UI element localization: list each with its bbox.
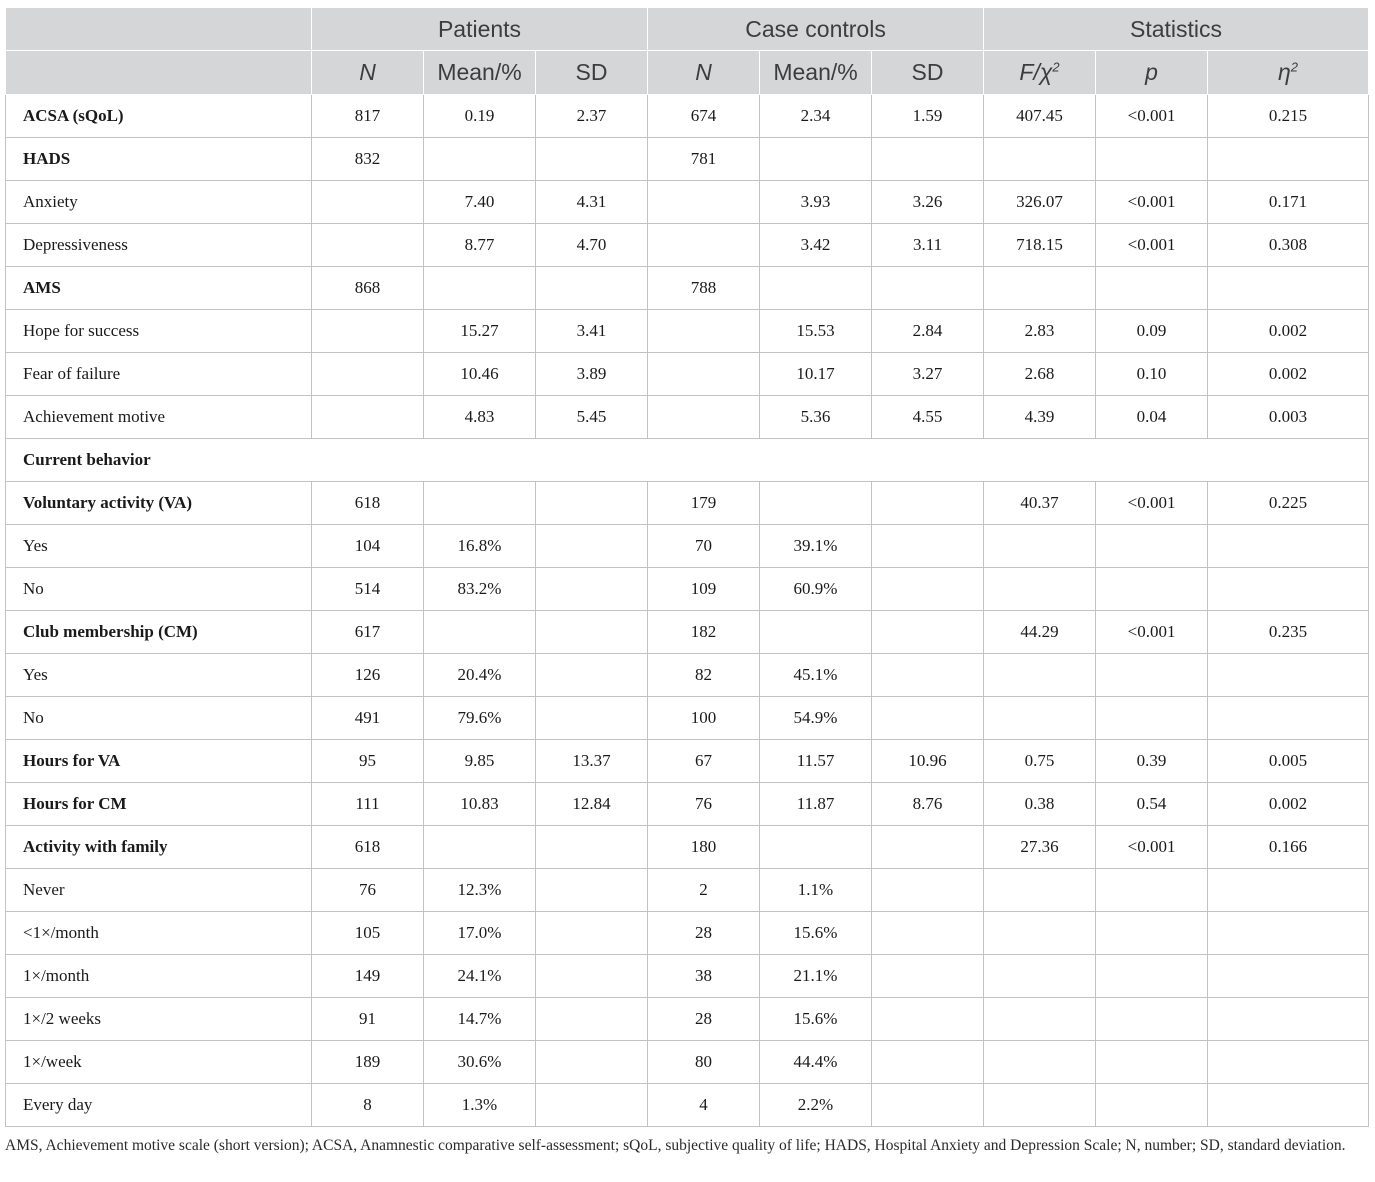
f-chi-cell: 718.15: [984, 224, 1096, 267]
p-value-cell: [1096, 1041, 1208, 1084]
controls-n-cell: 781: [648, 138, 760, 181]
p-value-cell: <0.001: [1096, 611, 1208, 654]
eta-squared-cell: [1208, 697, 1369, 740]
controls-n-cell: 28: [648, 998, 760, 1041]
controls-sd-cell: 3.11: [872, 224, 984, 267]
table-body: [6, 95, 1369, 1127]
controls-sd-cell: 3.27: [872, 353, 984, 396]
controls-mean-cell: [760, 267, 872, 310]
table-row: [6, 783, 1369, 826]
table-row: [6, 95, 1369, 138]
controls-n-cell: 2: [648, 869, 760, 912]
table-row: [6, 611, 1369, 654]
table-container: [5, 7, 1369, 1158]
eta-squared-cell: 0.002: [1208, 353, 1369, 396]
patients-mean-cell: 20.4%: [424, 654, 536, 697]
patients-mean-cell: 10.83: [424, 783, 536, 826]
row-label: Hours for VA: [6, 740, 312, 783]
row-label: Current behavior: [6, 439, 1369, 482]
controls-n-cell: 76: [648, 783, 760, 826]
controls-n-cell: 70: [648, 525, 760, 568]
controls-mean-cell: 44.4%: [760, 1041, 872, 1084]
eta-squared-cell: [1208, 998, 1369, 1041]
table-row: [6, 654, 1369, 697]
controls-mean-cell: 3.93: [760, 181, 872, 224]
f-chi-cell: [984, 998, 1096, 1041]
controls-n-cell: 4: [648, 1084, 760, 1127]
controls-n-cell: 674: [648, 95, 760, 138]
row-label: Depressiveness: [6, 224, 312, 267]
controls-n-cell: 182: [648, 611, 760, 654]
f-chi-cell: 2.68: [984, 353, 1096, 396]
patients-sd-cell: [536, 697, 648, 740]
f-chi-cell: 326.07: [984, 181, 1096, 224]
patients-n-cell: 189: [312, 1041, 424, 1084]
p-value-cell: <0.001: [1096, 826, 1208, 869]
patients-n-cell: 868: [312, 267, 424, 310]
p-value-cell: [1096, 568, 1208, 611]
patients-mean-cell: 14.7%: [424, 998, 536, 1041]
patients-mean-cell: 4.83: [424, 396, 536, 439]
eta-squared-cell: [1208, 568, 1369, 611]
f-chi-label: F/χ: [1019, 59, 1053, 85]
patients-sd-cell: [536, 482, 648, 525]
controls-n-cell: 100: [648, 697, 760, 740]
controls-mean-cell: 11.87: [760, 783, 872, 826]
patients-n-cell: 126: [312, 654, 424, 697]
controls-mean-header: Mean/%: [760, 51, 872, 95]
patients-n-cell: 76: [312, 869, 424, 912]
table-row: [6, 439, 1369, 482]
controls-n-cell: 80: [648, 1041, 760, 1084]
controls-n-cell: 179: [648, 482, 760, 525]
patients-sd-cell: 12.84: [536, 783, 648, 826]
p-value-cell: [1096, 955, 1208, 998]
f-chi-cell: 27.36: [984, 826, 1096, 869]
patients-sd-cell: 5.45: [536, 396, 648, 439]
table-row: [6, 353, 1369, 396]
f-chi-sup: 2: [1052, 59, 1060, 75]
controls-sd-cell: [872, 998, 984, 1041]
controls-n-cell: [648, 353, 760, 396]
table-row: [6, 396, 1369, 439]
controls-n-cell: [648, 396, 760, 439]
controls-mean-cell: 5.36: [760, 396, 872, 439]
eta-squared-cell: 0.225: [1208, 482, 1369, 525]
patients-n-cell: 8: [312, 1084, 424, 1127]
f-chi-cell: 4.39: [984, 396, 1096, 439]
f-chi-cell: [984, 912, 1096, 955]
patients-mean-cell: 15.27: [424, 310, 536, 353]
patients-n-header: N: [312, 51, 424, 95]
patients-n-cell: 491: [312, 697, 424, 740]
eta-squared-cell: [1208, 525, 1369, 568]
p-value-cell: [1096, 912, 1208, 955]
table-row: [6, 740, 1369, 783]
patients-n-cell: 111: [312, 783, 424, 826]
table-row: [6, 267, 1369, 310]
row-label: Hope for success: [6, 310, 312, 353]
table-row: [6, 568, 1369, 611]
patients-mean-cell: 16.8%: [424, 525, 536, 568]
patients-mean-cell: 0.19: [424, 95, 536, 138]
controls-mean-cell: 21.1%: [760, 955, 872, 998]
p-value-cell: <0.001: [1096, 482, 1208, 525]
eta-squared-cell: [1208, 1084, 1369, 1127]
statistics-header: Statistics: [984, 8, 1369, 51]
patients-mean-cell: [424, 482, 536, 525]
row-label: No: [6, 568, 312, 611]
patients-mean-cell: 79.6%: [424, 697, 536, 740]
table-row: [6, 1041, 1369, 1084]
controls-mean-cell: 11.57: [760, 740, 872, 783]
patients-mean-cell: [424, 826, 536, 869]
patients-sd-cell: [536, 1084, 648, 1127]
patients-mean-cell: 1.3%: [424, 1084, 536, 1127]
eta-header: [1208, 51, 1369, 95]
patients-mean-cell: 12.3%: [424, 869, 536, 912]
row-label: Club membership (CM): [6, 611, 312, 654]
f-chi-cell: 44.29: [984, 611, 1096, 654]
patients-n-cell: 95: [312, 740, 424, 783]
patients-sd-cell: [536, 869, 648, 912]
controls-n-header: N: [648, 51, 760, 95]
corner-cell-2: [6, 51, 312, 95]
eta-squared-cell: 0.003: [1208, 396, 1369, 439]
controls-mean-cell: 10.17: [760, 353, 872, 396]
row-label: 1×/2 weeks: [6, 998, 312, 1041]
eta-label: η: [1278, 59, 1291, 85]
patients-sd-cell: 3.41: [536, 310, 648, 353]
row-label: No: [6, 697, 312, 740]
patients-sd-cell: [536, 568, 648, 611]
controls-sd-cell: [872, 826, 984, 869]
eta-squared-cell: 0.005: [1208, 740, 1369, 783]
row-label: <1×/month: [6, 912, 312, 955]
sub-header-row: [6, 51, 1369, 95]
patients-n-cell: 618: [312, 482, 424, 525]
table-row: [6, 310, 1369, 353]
f-chi-cell: 2.83: [984, 310, 1096, 353]
controls-n-cell: [648, 224, 760, 267]
patients-mean-cell: 30.6%: [424, 1041, 536, 1084]
p-value-cell: [1096, 697, 1208, 740]
p-value-cell: [1096, 138, 1208, 181]
controls-sd-cell: [872, 654, 984, 697]
controls-sd-cell: 3.26: [872, 181, 984, 224]
eta-squared-cell: [1208, 267, 1369, 310]
row-label: Achievement motive: [6, 396, 312, 439]
p-value-cell: 0.10: [1096, 353, 1208, 396]
controls-n-cell: [648, 181, 760, 224]
patients-sd-header: SD: [536, 51, 648, 95]
controls-mean-cell: 2.34: [760, 95, 872, 138]
row-label: 1×/week: [6, 1041, 312, 1084]
patients-sd-cell: [536, 267, 648, 310]
controls-n-cell: 82: [648, 654, 760, 697]
patients-n-cell: [312, 396, 424, 439]
patients-n-cell: [312, 181, 424, 224]
patients-sd-cell: 4.70: [536, 224, 648, 267]
patients-mean-cell: 7.40: [424, 181, 536, 224]
table-row: [6, 912, 1369, 955]
controls-mean-cell: 39.1%: [760, 525, 872, 568]
p-value-cell: [1096, 998, 1208, 1041]
patients-mean-cell: 8.77: [424, 224, 536, 267]
controls-sd-cell: 8.76: [872, 783, 984, 826]
eta-squared-cell: 0.235: [1208, 611, 1369, 654]
p-value-cell: [1096, 525, 1208, 568]
patients-n-cell: 105: [312, 912, 424, 955]
patients-n-cell: 514: [312, 568, 424, 611]
controls-sd-cell: [872, 525, 984, 568]
patients-n-cell: 618: [312, 826, 424, 869]
controls-mean-cell: 54.9%: [760, 697, 872, 740]
controls-mean-cell: [760, 482, 872, 525]
controls-mean-cell: [760, 138, 872, 181]
table-row: [6, 1084, 1369, 1127]
controls-sd-cell: 1.59: [872, 95, 984, 138]
table-row: [6, 826, 1369, 869]
patients-sd-cell: [536, 955, 648, 998]
f-chi-cell: [984, 654, 1096, 697]
controls-sd-cell: [872, 568, 984, 611]
patients-n-cell: 91: [312, 998, 424, 1041]
patients-sd-cell: [536, 611, 648, 654]
table-row: [6, 697, 1369, 740]
patients-mean-header: Mean/%: [424, 51, 536, 95]
p-value-cell: [1096, 654, 1208, 697]
controls-n-cell: 180: [648, 826, 760, 869]
row-label: Voluntary activity (VA): [6, 482, 312, 525]
eta-squared-cell: 0.166: [1208, 826, 1369, 869]
p-value-cell: 0.04: [1096, 396, 1208, 439]
controls-n-cell: 109: [648, 568, 760, 611]
controls-n-cell: [648, 310, 760, 353]
f-chi-cell: [984, 697, 1096, 740]
controls-mean-cell: 3.42: [760, 224, 872, 267]
patients-sd-cell: 3.89: [536, 353, 648, 396]
eta-squared-cell: 0.215: [1208, 95, 1369, 138]
patients-n-cell: [312, 224, 424, 267]
table-row: [6, 482, 1369, 525]
eta-squared-cell: 0.002: [1208, 310, 1369, 353]
p-value-cell: <0.001: [1096, 224, 1208, 267]
patients-mean-cell: 9.85: [424, 740, 536, 783]
eta-squared-cell: [1208, 1041, 1369, 1084]
controls-mean-cell: 1.1%: [760, 869, 872, 912]
patients-n-cell: 104: [312, 525, 424, 568]
controls-sd-cell: [872, 697, 984, 740]
row-label: 1×/month: [6, 955, 312, 998]
controls-header: Case controls: [648, 8, 984, 51]
controls-sd-cell: [872, 1084, 984, 1127]
patients-sd-cell: [536, 998, 648, 1041]
table-row: [6, 525, 1369, 568]
controls-n-cell: 788: [648, 267, 760, 310]
controls-sd-cell: [872, 611, 984, 654]
patients-n-cell: 817: [312, 95, 424, 138]
table-row: [6, 224, 1369, 267]
controls-mean-cell: 60.9%: [760, 568, 872, 611]
controls-sd-header: SD: [872, 51, 984, 95]
controls-mean-cell: [760, 826, 872, 869]
f-chi-cell: [984, 1041, 1096, 1084]
patients-sd-cell: [536, 1041, 648, 1084]
controls-sd-cell: 4.55: [872, 396, 984, 439]
row-label: Anxiety: [6, 181, 312, 224]
patients-n-cell: 832: [312, 138, 424, 181]
eta-squared-cell: 0.171: [1208, 181, 1369, 224]
patients-sd-cell: [536, 525, 648, 568]
table-row: [6, 138, 1369, 181]
f-chi-cell: [984, 138, 1096, 181]
patients-sd-cell: [536, 138, 648, 181]
patients-mean-cell: [424, 611, 536, 654]
p-value-cell: 0.09: [1096, 310, 1208, 353]
eta-squared-cell: 0.308: [1208, 224, 1369, 267]
controls-n-cell: 38: [648, 955, 760, 998]
group-header-row: [6, 8, 1369, 51]
patients-sd-cell: 4.31: [536, 181, 648, 224]
controls-sd-cell: 10.96: [872, 740, 984, 783]
controls-n-cell: 28: [648, 912, 760, 955]
row-label: Never: [6, 869, 312, 912]
patients-n-cell: 149: [312, 955, 424, 998]
patients-sd-cell: 2.37: [536, 95, 648, 138]
controls-mean-cell: [760, 611, 872, 654]
patients-n-cell: [312, 310, 424, 353]
f-chi-header: [984, 51, 1096, 95]
f-chi-cell: 0.38: [984, 783, 1096, 826]
controls-mean-cell: 15.53: [760, 310, 872, 353]
p-value-cell: [1096, 267, 1208, 310]
f-chi-cell: [984, 869, 1096, 912]
patients-mean-cell: 83.2%: [424, 568, 536, 611]
f-chi-cell: 40.37: [984, 482, 1096, 525]
controls-sd-cell: [872, 955, 984, 998]
eta-squared-cell: [1208, 869, 1369, 912]
eta-sup: 2: [1290, 59, 1299, 75]
row-label: Activity with family: [6, 826, 312, 869]
eta-squared-cell: 0.002: [1208, 783, 1369, 826]
table-row: [6, 181, 1369, 224]
f-chi-cell: [984, 267, 1096, 310]
results-table: [5, 7, 1369, 1127]
controls-sd-cell: 2.84: [872, 310, 984, 353]
p-header: p: [1096, 51, 1208, 95]
table-row: [6, 955, 1369, 998]
eta-squared-cell: [1208, 654, 1369, 697]
f-chi-cell: [984, 568, 1096, 611]
patients-mean-cell: [424, 267, 536, 310]
f-chi-cell: [984, 525, 1096, 568]
table-row: [6, 869, 1369, 912]
patients-sd-cell: 13.37: [536, 740, 648, 783]
patients-sd-cell: [536, 912, 648, 955]
controls-sd-cell: [872, 869, 984, 912]
patients-n-cell: 617: [312, 611, 424, 654]
eta-squared-cell: [1208, 955, 1369, 998]
f-chi-cell: 407.45: [984, 95, 1096, 138]
row-label: AMS: [6, 267, 312, 310]
p-value-cell: <0.001: [1096, 95, 1208, 138]
controls-sd-cell: [872, 267, 984, 310]
p-value-cell: 0.54: [1096, 783, 1208, 826]
controls-sd-cell: [872, 1041, 984, 1084]
eta-squared-cell: [1208, 138, 1369, 181]
p-value-cell: [1096, 869, 1208, 912]
controls-mean-cell: 15.6%: [760, 912, 872, 955]
patients-mean-cell: 24.1%: [424, 955, 536, 998]
f-chi-cell: [984, 955, 1096, 998]
footnote: AMS, Achievement motive scale (short version); ACSA, Anamnestic comparative self-assessment; sQoL, subjective quality of life; HADS, Hospital Anxiety and Depression Scale; N, number; SD, standard deviation.: [5, 1137, 1346, 1154]
patients-mean-cell: 17.0%: [424, 912, 536, 955]
patients-header: Patients: [312, 8, 648, 51]
patients-n-cell: [312, 353, 424, 396]
row-label: Yes: [6, 654, 312, 697]
row-label: Yes: [6, 525, 312, 568]
corner-cell: [6, 8, 312, 51]
row-label: ACSA (sQoL): [6, 95, 312, 138]
patients-sd-cell: [536, 826, 648, 869]
row-label: Every day: [6, 1084, 312, 1127]
controls-n-cell: 67: [648, 740, 760, 783]
controls-mean-cell: 2.2%: [760, 1084, 872, 1127]
eta-squared-cell: [1208, 912, 1369, 955]
patients-mean-cell: 10.46: [424, 353, 536, 396]
controls-sd-cell: [872, 482, 984, 525]
patients-sd-cell: [536, 654, 648, 697]
controls-sd-cell: [872, 138, 984, 181]
p-value-cell: <0.001: [1096, 181, 1208, 224]
patients-mean-cell: [424, 138, 536, 181]
row-label: Hours for CM: [6, 783, 312, 826]
controls-mean-cell: 45.1%: [760, 654, 872, 697]
row-label: HADS: [6, 138, 312, 181]
row-label: Fear of failure: [6, 353, 312, 396]
table-row: [6, 998, 1369, 1041]
p-value-cell: 0.39: [1096, 740, 1208, 783]
controls-mean-cell: 15.6%: [760, 998, 872, 1041]
f-chi-cell: 0.75: [984, 740, 1096, 783]
f-chi-cell: [984, 1084, 1096, 1127]
p-value-cell: [1096, 1084, 1208, 1127]
controls-sd-cell: [872, 912, 984, 955]
